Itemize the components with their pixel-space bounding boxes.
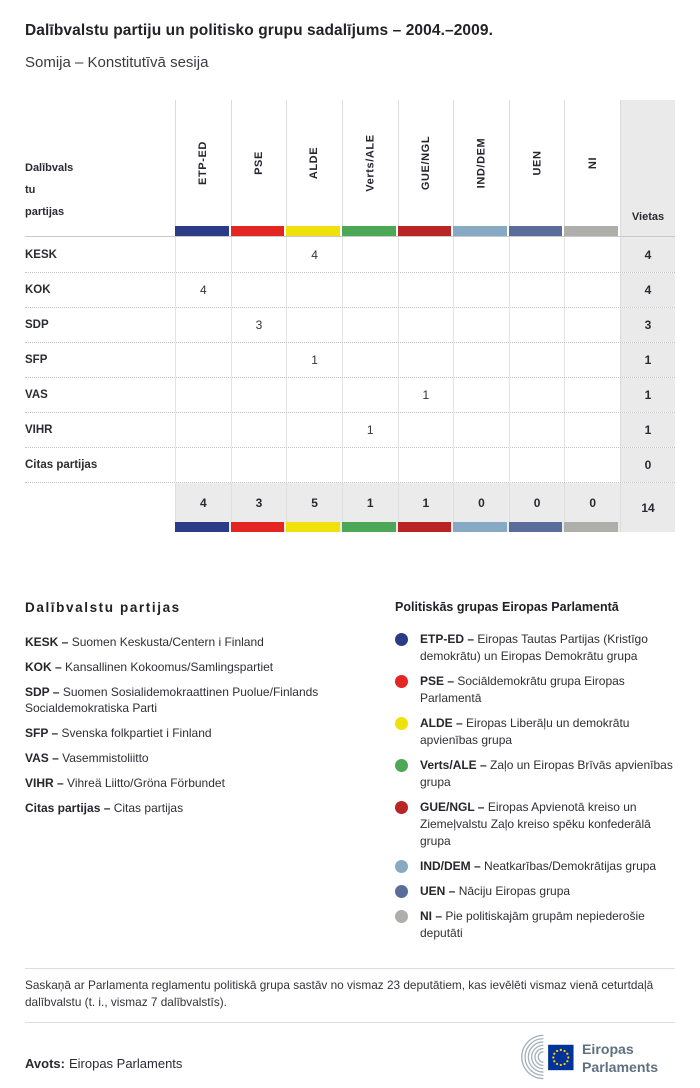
cell bbox=[398, 343, 454, 377]
group-color-bar bbox=[231, 522, 285, 532]
cell bbox=[564, 413, 620, 447]
rotated-label-wrap bbox=[565, 100, 620, 226]
total-cell bbox=[286, 483, 342, 532]
party-abbr: SFP – bbox=[25, 726, 59, 740]
cell bbox=[398, 237, 454, 272]
cell bbox=[231, 273, 287, 307]
footnote: Saskaņā ar Parlamenta reglamentu politiskā grupa sastāv no vismaz 23 deputātiem, kas ievēlēti vismaz vienā ceturtdaļā dalībvalstu (t. i., vismaz 7 dalībvalstīs). bbox=[25, 978, 654, 1009]
cell bbox=[564, 343, 620, 377]
cell bbox=[286, 308, 342, 342]
total-cell bbox=[564, 483, 620, 532]
group-abbr: PSE – bbox=[420, 674, 455, 688]
legend-item bbox=[25, 659, 360, 675]
cell bbox=[509, 448, 565, 482]
party-full-name: Svenska folkpartiet i Finland bbox=[61, 726, 212, 740]
party-name: VIHR bbox=[25, 424, 53, 436]
party-abbr: Citas partijas – bbox=[25, 801, 111, 815]
column-header-verts-ale bbox=[342, 100, 398, 236]
group-abbr: ALDE – bbox=[420, 716, 463, 730]
european-parliament-logo bbox=[518, 1028, 678, 1086]
group-color-dot bbox=[395, 885, 408, 898]
group-color-bar bbox=[453, 522, 507, 532]
total-value: 1 bbox=[422, 495, 430, 510]
party-name: SDP bbox=[25, 319, 49, 331]
cell bbox=[231, 237, 287, 272]
group-full-name: Eiropas Tautas Partijas (Kristīgo demokrātu) un Eiropas Demokrātu grupa bbox=[420, 632, 648, 663]
cell bbox=[286, 448, 342, 482]
party-abbr: SDP – bbox=[25, 685, 60, 699]
cell bbox=[509, 237, 565, 272]
legend-item bbox=[25, 725, 360, 741]
total-cell bbox=[342, 483, 398, 532]
table-row-citas-partijas bbox=[25, 447, 675, 482]
corner-line: Dalībvals bbox=[25, 162, 74, 174]
total-value: 0 bbox=[478, 495, 485, 510]
group-description bbox=[420, 673, 675, 707]
political-groups-legend-title: Politiskās grupas Eiropas Parlamentā bbox=[395, 600, 619, 614]
rotated-label-wrap bbox=[176, 100, 231, 226]
group-color-dot bbox=[395, 633, 408, 646]
cell: 3 bbox=[231, 308, 287, 342]
legends-section bbox=[25, 600, 675, 950]
cell: 4 bbox=[175, 273, 231, 307]
group-color-bar bbox=[286, 226, 340, 236]
cell: 1 bbox=[398, 378, 454, 412]
group-abbr: Verts/ALE – bbox=[420, 758, 487, 772]
group-color-bar bbox=[564, 226, 618, 236]
party-name: SFP bbox=[25, 354, 48, 366]
seats-cell: 1 bbox=[620, 378, 675, 412]
party-full-name: Citas partijas bbox=[113, 801, 184, 815]
column-header-seats bbox=[620, 100, 675, 236]
cell bbox=[175, 413, 231, 447]
member-parties-legend bbox=[25, 600, 395, 950]
total-value: 0 bbox=[589, 495, 597, 510]
party-full-name: Kansallinen Kokoomus/Samlingspartiet bbox=[65, 660, 274, 674]
page-subtitle: Somija – Konstitutīvā sesija bbox=[25, 54, 209, 71]
party-name: KOK bbox=[25, 284, 51, 296]
group-color-bar bbox=[398, 226, 452, 236]
group-full-name: Neatkarības/Demokrātijas grupa bbox=[484, 859, 657, 873]
group-color-bar bbox=[342, 522, 396, 532]
column-header-ni bbox=[564, 100, 620, 236]
cell bbox=[175, 237, 231, 272]
total-cell bbox=[453, 483, 509, 532]
rotated-label-wrap bbox=[232, 100, 287, 226]
page-header bbox=[25, 22, 675, 71]
legend-item bbox=[395, 883, 675, 900]
group-color-dot bbox=[395, 860, 408, 873]
cell: 1 bbox=[342, 413, 398, 447]
rotated-label-wrap bbox=[399, 100, 454, 226]
group-abbr: NI – bbox=[420, 909, 443, 923]
party-name: Citas partijas bbox=[25, 459, 98, 471]
legend-item bbox=[25, 750, 360, 766]
legend-item bbox=[25, 634, 360, 650]
legend-item bbox=[395, 631, 675, 665]
group-color-bar bbox=[175, 522, 229, 532]
cell bbox=[231, 378, 287, 412]
total-cell bbox=[175, 483, 231, 532]
source-line bbox=[25, 1056, 182, 1071]
source-value: Eiropas Parlaments bbox=[68, 1056, 183, 1071]
cell bbox=[342, 448, 398, 482]
party-name: KESK bbox=[25, 248, 57, 261]
cell bbox=[453, 343, 509, 377]
column-header-gue-ngl bbox=[398, 100, 454, 236]
group-color-bar bbox=[509, 226, 563, 236]
group-color-dot bbox=[395, 801, 408, 814]
party-full-name: Vasemmistoliitto bbox=[62, 751, 149, 765]
seats-table bbox=[25, 100, 675, 532]
table-row-kesk bbox=[25, 237, 675, 272]
table-row-vihr bbox=[25, 412, 675, 447]
eu-flag bbox=[548, 1045, 573, 1070]
corner-line: partijas bbox=[25, 206, 65, 218]
group-abbr: ETP-ED – bbox=[420, 632, 475, 646]
cell: 4 bbox=[286, 237, 342, 272]
party-full-name: Suomen Keskusta/Centern i Finland bbox=[71, 635, 264, 649]
group-color-dot bbox=[395, 759, 408, 772]
group-color-bar bbox=[342, 226, 396, 236]
cell bbox=[175, 378, 231, 412]
member-parties-legend-title: Dalībvalstu partijas bbox=[25, 600, 181, 615]
political-groups-legend bbox=[395, 600, 675, 950]
party-abbr: VAS – bbox=[25, 751, 59, 765]
party-abbr: KOK – bbox=[25, 660, 62, 674]
cell bbox=[453, 378, 509, 412]
table-header-row bbox=[25, 100, 675, 237]
total-cell bbox=[398, 483, 454, 532]
legend-item bbox=[25, 800, 360, 816]
seats-cell: 1 bbox=[620, 343, 675, 377]
cell bbox=[286, 378, 342, 412]
cell bbox=[231, 448, 287, 482]
cell bbox=[453, 237, 509, 272]
cell bbox=[175, 308, 231, 342]
group-description bbox=[420, 858, 656, 875]
logo-text-line2: Parlaments bbox=[582, 1059, 659, 1076]
cell bbox=[509, 343, 565, 377]
totals-empty-cell bbox=[25, 483, 175, 532]
cell bbox=[231, 413, 287, 447]
cell bbox=[342, 378, 398, 412]
source-label: Avots: bbox=[25, 1056, 65, 1071]
seats-header-label: Vietas bbox=[631, 211, 665, 223]
column-label: UEN bbox=[531, 150, 544, 176]
group-color-bar bbox=[453, 226, 507, 236]
column-header-ind-dem bbox=[453, 100, 509, 236]
group-description bbox=[420, 799, 675, 850]
legend-item bbox=[395, 673, 675, 707]
cell bbox=[564, 448, 620, 482]
table-totals-row bbox=[25, 482, 675, 532]
cell bbox=[175, 343, 231, 377]
column-label: GUE/NGL bbox=[419, 135, 432, 191]
cell bbox=[175, 448, 231, 482]
party-abbr: KESK – bbox=[25, 635, 69, 649]
party-abbr: VIHR – bbox=[25, 776, 64, 790]
group-description bbox=[420, 908, 675, 942]
seats-cell: 3 bbox=[620, 308, 675, 342]
group-description bbox=[420, 631, 675, 665]
table-row-kok bbox=[25, 272, 675, 307]
legend-item bbox=[25, 775, 360, 791]
rotated-label-wrap bbox=[287, 100, 342, 226]
seats-cell: 0 bbox=[620, 448, 675, 482]
rotated-label-wrap bbox=[510, 100, 565, 226]
cell bbox=[398, 308, 454, 342]
total-seats-cell: 14 bbox=[620, 483, 675, 532]
cell bbox=[398, 413, 454, 447]
column-label: ALDE bbox=[308, 146, 321, 180]
cell: 1 bbox=[286, 343, 342, 377]
cell bbox=[564, 308, 620, 342]
group-color-bar bbox=[398, 522, 452, 532]
cell bbox=[342, 273, 398, 307]
cell bbox=[509, 273, 565, 307]
cell bbox=[509, 413, 565, 447]
column-label: ETP-ED bbox=[197, 141, 210, 185]
cell bbox=[398, 273, 454, 307]
page-title: Dalībvalstu partiju un politisko grupu sadalījums – 2004.–2009. bbox=[25, 22, 493, 39]
total-cell bbox=[231, 483, 287, 532]
group-full-name: Sociāldemokrātu grupa Eiropas Parlamentā bbox=[420, 674, 625, 705]
cell bbox=[342, 237, 398, 272]
cell bbox=[509, 378, 565, 412]
cell bbox=[342, 308, 398, 342]
total-value: 3 bbox=[255, 495, 263, 510]
table-row-sdp bbox=[25, 307, 675, 342]
cell bbox=[564, 273, 620, 307]
group-color-bar bbox=[175, 226, 229, 236]
group-color-bar bbox=[286, 522, 340, 532]
table-row-sfp bbox=[25, 342, 675, 377]
rotated-label-wrap bbox=[454, 100, 509, 226]
legend-item bbox=[395, 799, 675, 850]
group-full-name: Eiropas Liberāļu un demokrātu apvienības grupa bbox=[420, 716, 630, 747]
group-full-name: Eiropas Apvienotā kreiso un Ziemeļvalstu Zaļo kreiso spēku konfederālā grupa bbox=[420, 800, 651, 848]
column-label: Verts/ALE bbox=[364, 134, 377, 192]
column-label: NI bbox=[586, 156, 599, 170]
column-header-pse bbox=[231, 100, 287, 236]
cell bbox=[564, 378, 620, 412]
corner-line: tu bbox=[25, 184, 36, 196]
cell bbox=[286, 273, 342, 307]
group-color-bar bbox=[509, 522, 563, 532]
group-color-bar bbox=[564, 522, 618, 532]
party-full-name: Suomen Sosialidemokraattinen Puolue/Finlands Socialdemokratiska Parti bbox=[25, 685, 319, 715]
rotated-label-wrap bbox=[343, 100, 398, 226]
group-description bbox=[420, 757, 675, 791]
seats-cell: 4 bbox=[620, 237, 675, 272]
party-name: VAS bbox=[25, 389, 48, 401]
cell bbox=[509, 308, 565, 342]
total-value: 4 bbox=[199, 495, 207, 510]
group-abbr: IND/DEM – bbox=[420, 859, 481, 873]
legend-item bbox=[395, 757, 675, 791]
group-full-name: Pie politiskajām grupām nepiederošie deputāti bbox=[420, 909, 645, 940]
hemicycle-arcs bbox=[522, 1035, 544, 1078]
column-label: PSE bbox=[252, 151, 265, 175]
column-header-alde bbox=[286, 100, 342, 236]
table-row-vas bbox=[25, 377, 675, 412]
seats-cell: 4 bbox=[620, 273, 675, 307]
group-color-dot bbox=[395, 717, 408, 730]
divider bbox=[25, 968, 675, 969]
cell bbox=[453, 273, 509, 307]
total-value: 5 bbox=[311, 495, 318, 510]
cell bbox=[453, 308, 509, 342]
cell bbox=[286, 413, 342, 447]
legend-item bbox=[395, 908, 675, 942]
column-header-etp-ed bbox=[175, 100, 231, 236]
column-label: IND/DEM bbox=[475, 137, 488, 189]
seats-cell: 1 bbox=[620, 413, 675, 447]
group-abbr: GUE/NGL – bbox=[420, 800, 485, 814]
legend-item bbox=[25, 684, 360, 716]
cell bbox=[453, 413, 509, 447]
total-value: 1 bbox=[366, 495, 374, 510]
cell bbox=[342, 343, 398, 377]
group-color-dot bbox=[395, 910, 408, 923]
group-full-name: Nāciju Eiropas grupa bbox=[458, 884, 571, 898]
group-color-bar bbox=[231, 226, 285, 236]
total-value: 0 bbox=[533, 495, 541, 510]
cell bbox=[453, 448, 509, 482]
cell bbox=[398, 448, 454, 482]
group-description bbox=[420, 715, 675, 749]
party-full-name: Vihreä Liitto/Gröna Förbundet bbox=[67, 776, 225, 790]
group-abbr: UEN – bbox=[420, 884, 456, 898]
legend-item bbox=[395, 715, 675, 749]
logo-text-line1: Eiropas bbox=[582, 1041, 634, 1058]
legend-item bbox=[395, 858, 675, 875]
cell bbox=[231, 343, 287, 377]
group-full-name: Zaļo un Eiropas Brīvās apvienības grupa bbox=[420, 758, 673, 789]
total-cell bbox=[509, 483, 565, 532]
divider bbox=[25, 1022, 675, 1023]
corner-header bbox=[25, 100, 175, 236]
column-header-uen bbox=[509, 100, 565, 236]
cell bbox=[564, 237, 620, 272]
group-description bbox=[420, 883, 570, 900]
group-color-dot bbox=[395, 675, 408, 688]
